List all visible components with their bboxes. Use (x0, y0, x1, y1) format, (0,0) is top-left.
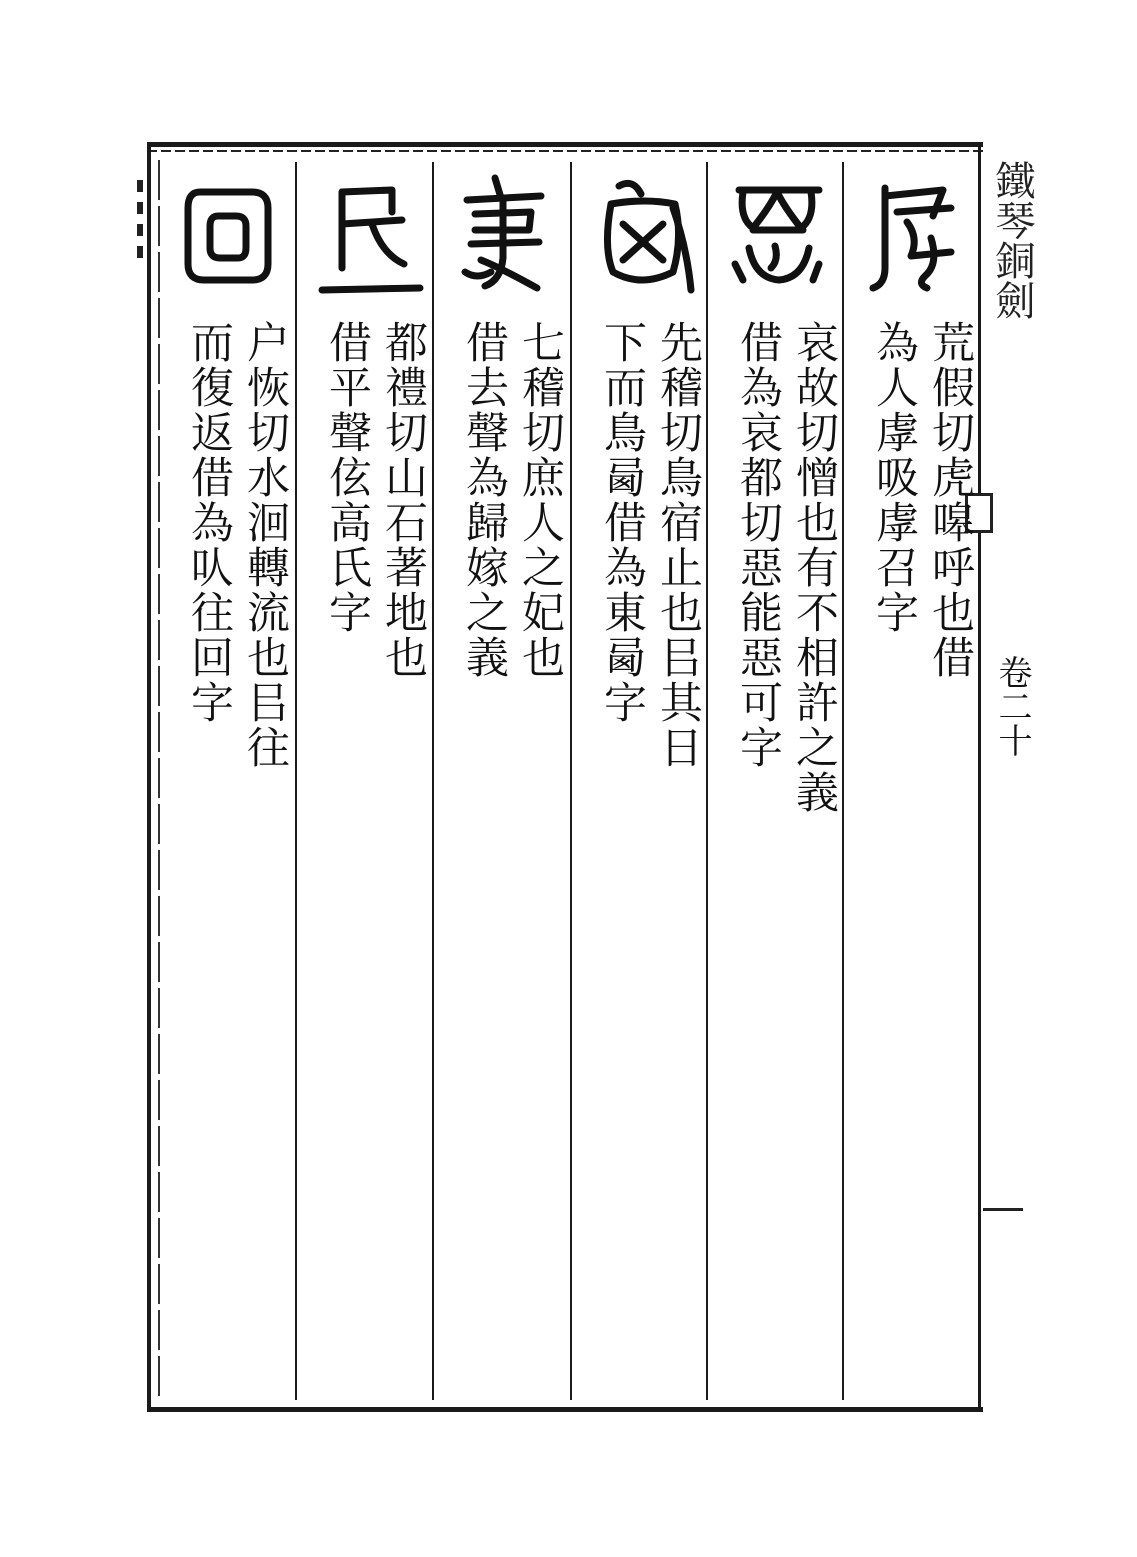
margin-header-text: 鐵琴銅劍 (989, 160, 1035, 320)
entry-definition-note: 借平聲伭高氏字 (322, 320, 372, 635)
column-divider (295, 162, 297, 1400)
entry-definition-main: 荒假切虎嗥呼也借 (925, 320, 975, 680)
top-border-inner (147, 150, 983, 152)
left-border (147, 142, 151, 1412)
seal-e-icon (719, 168, 835, 296)
left-margin-mark (137, 180, 143, 260)
column-divider (570, 162, 572, 1400)
bottom-border (147, 1407, 983, 1412)
seal-hu-icon (855, 168, 971, 296)
entry-definition-main: 户恢切水洄轉流也㠯往 (240, 320, 290, 770)
entry-definition-note: 為人虖吸虖召字 (869, 320, 919, 635)
column-divider (706, 162, 708, 1400)
left-border-inner (158, 160, 160, 1400)
entry-definition-main: 都禮切山石著地也 (378, 320, 428, 680)
column-divider (842, 162, 844, 1400)
entry-definition-note: 下而鳥㢴借為東㢴字 (597, 320, 647, 725)
entry-definition-main: 七稽切庶人之妃也 (515, 320, 565, 680)
entry-definition-note: 借去聲為歸嫁之義 (459, 320, 509, 680)
margin-chapter: 卷二十 (992, 655, 1032, 757)
seal-qi-icon (445, 168, 561, 296)
margin-tick (983, 1208, 1023, 1211)
seal-hui-icon (170, 168, 286, 296)
right-border (978, 142, 981, 1412)
column-divider (432, 162, 434, 1400)
top-border (147, 142, 983, 147)
entry-definition-note: 借為哀都切惡能惡可字 (733, 320, 783, 770)
entry-definition-main: 先稽切鳥宿止也㠯其日 (653, 320, 703, 770)
entry-definition-note: 而復返借為㕥往回字 (184, 320, 234, 725)
seal-xi-icon (583, 168, 699, 296)
seal-di-icon (308, 168, 424, 296)
entry-definition-main: 哀故切憎也有不相許之義 (789, 320, 839, 815)
